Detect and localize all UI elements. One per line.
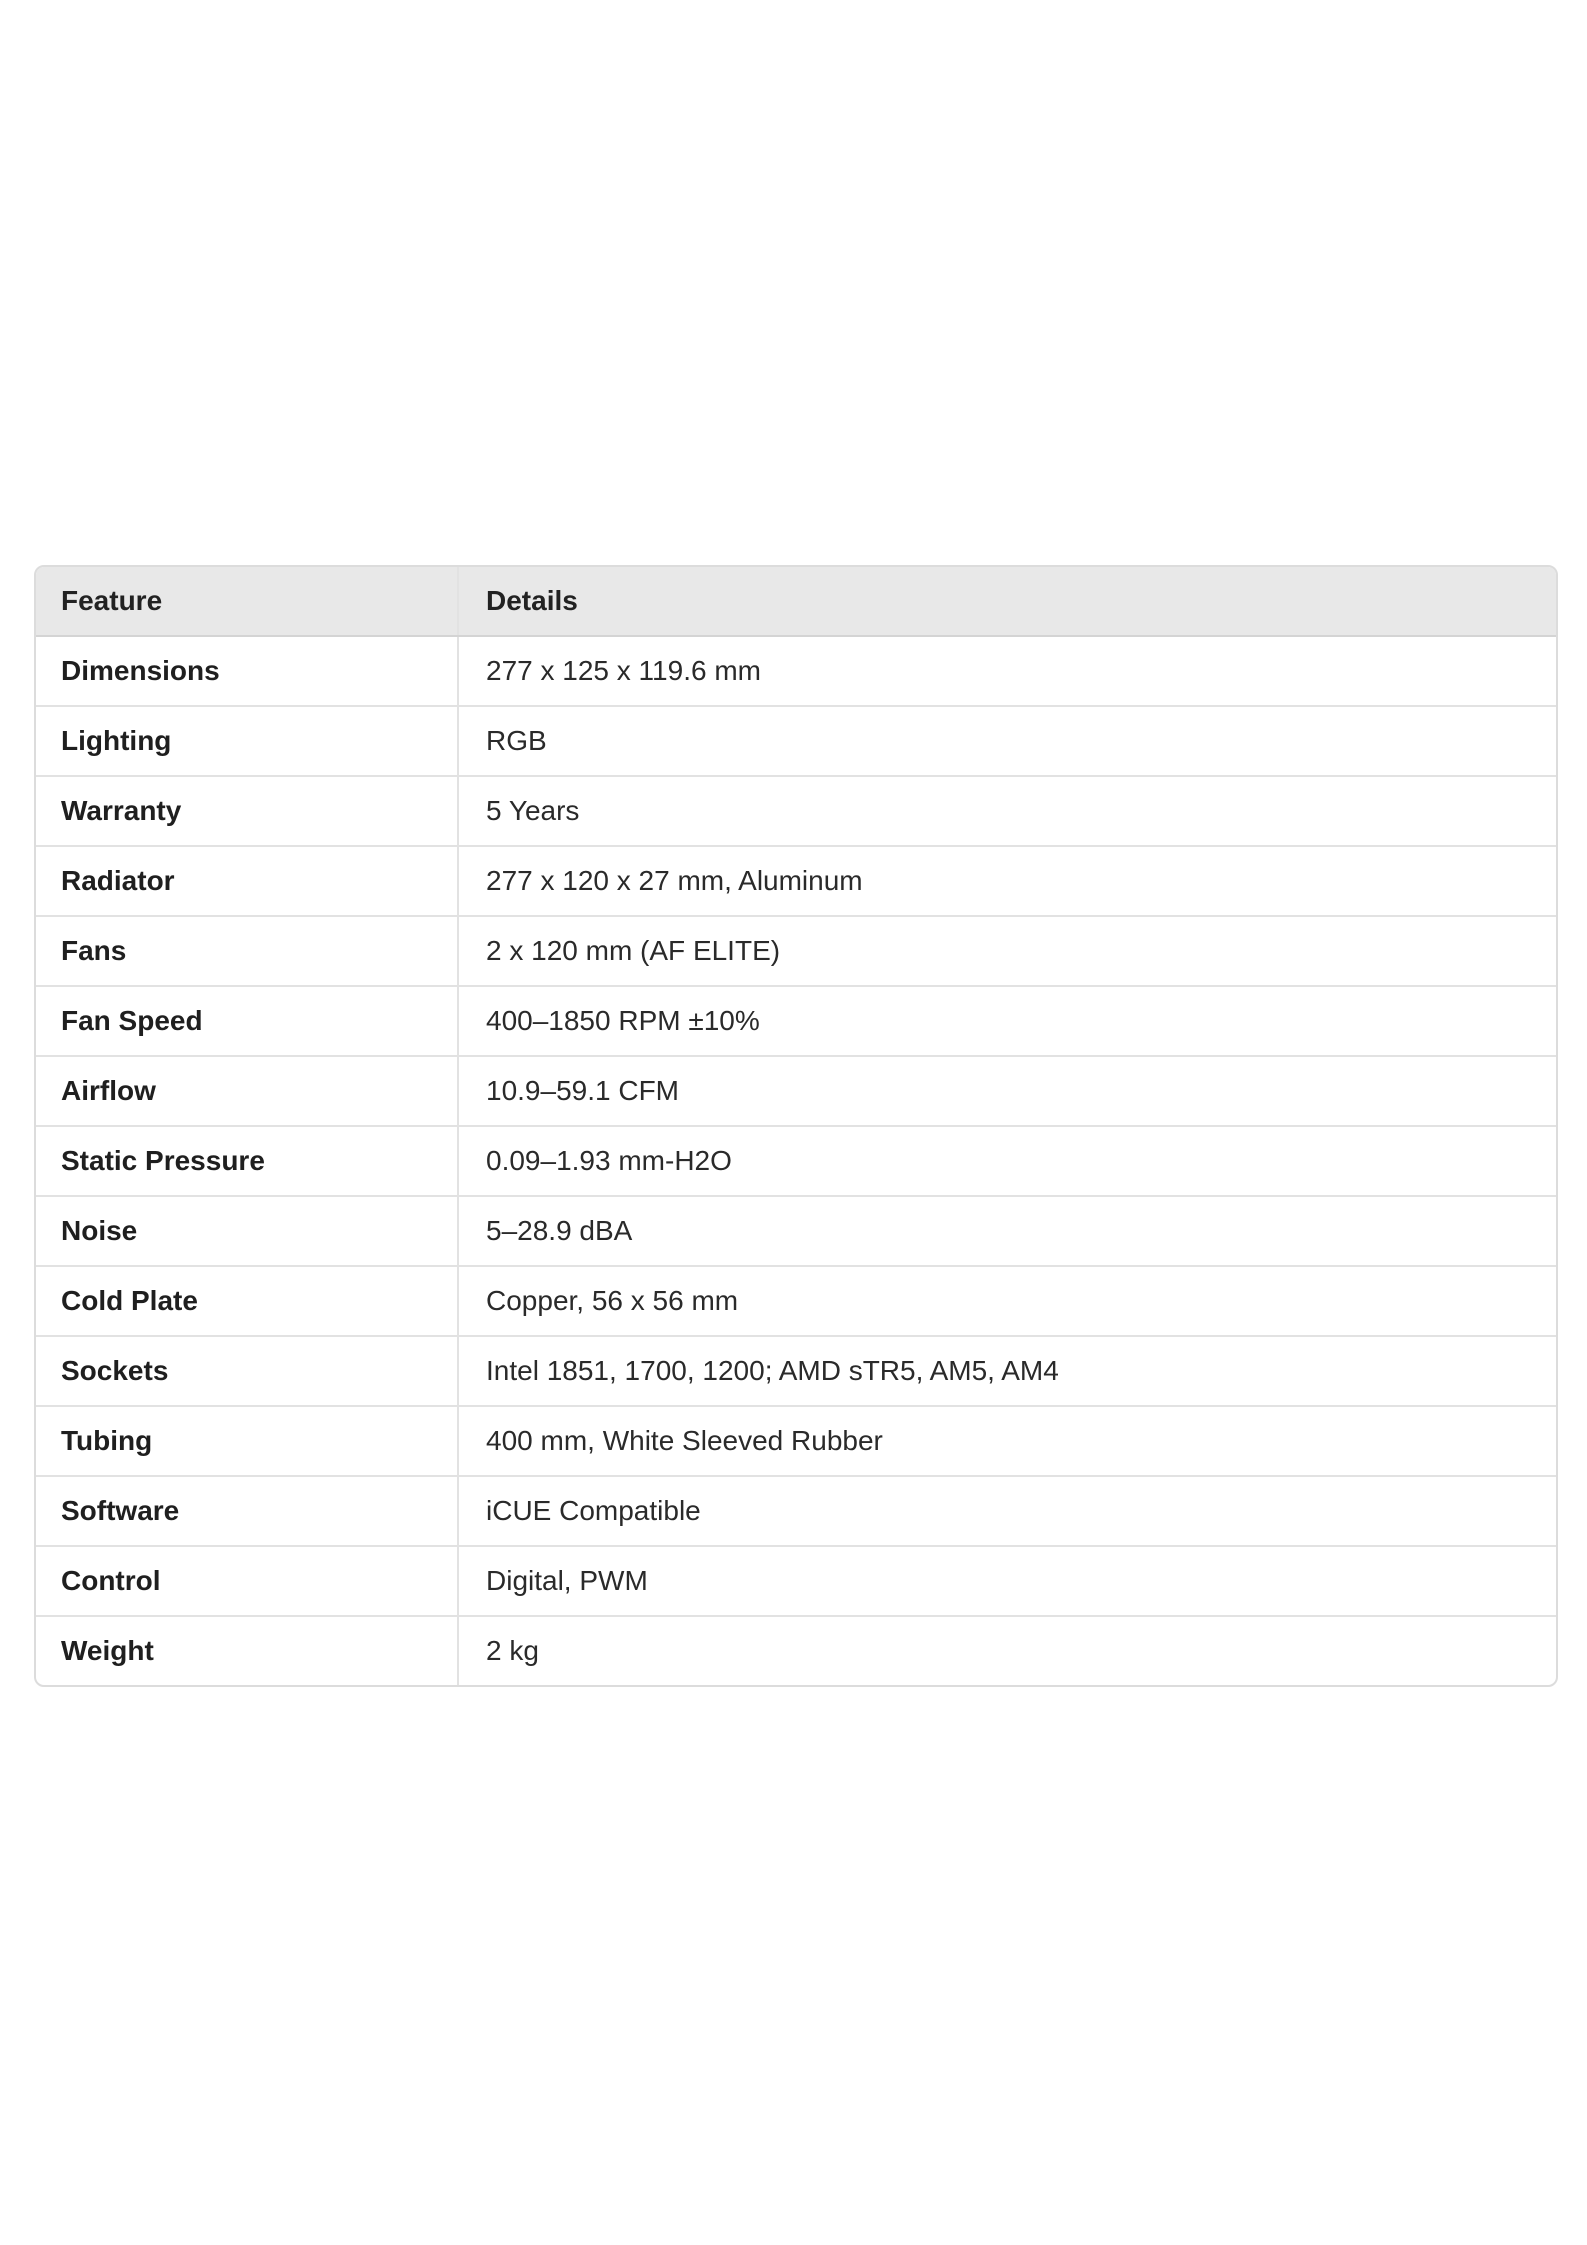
table-row (36, 706, 1556, 776)
feature-cell: Warranty (36, 776, 458, 846)
feature-cell: Radiator (36, 846, 458, 916)
details-cell: Copper, 56 x 56 mm (458, 1266, 1556, 1336)
details-cell: 2 kg (486, 1635, 539, 1666)
spec-table (36, 567, 1556, 1685)
table-row (36, 1616, 1556, 1685)
details-cell: 400–1850 RPM ±10% (458, 986, 1556, 1056)
feature-cell: Cold Plate (36, 1266, 458, 1336)
feature-cell: Tubing (36, 1406, 458, 1476)
table-row (36, 1126, 1556, 1196)
spec-table-body (36, 636, 1556, 1685)
details-column-header: Details (458, 567, 1556, 636)
feature-cell: Noise (36, 1196, 458, 1266)
feature-cell: Dimensions (36, 636, 458, 706)
details-cell: 277 x 125 x 119.6 mm (458, 636, 1556, 706)
feature-cell: Lighting (36, 706, 458, 776)
table-row (36, 1476, 1556, 1546)
details-cell: 5 Years (458, 776, 1556, 846)
table-row (36, 1546, 1556, 1616)
details-cell: 277 x 120 x 27 mm, Aluminum (458, 846, 1556, 916)
details-cell: Digital, PWM (458, 1546, 1556, 1616)
feature-cell: Software (36, 1476, 458, 1546)
feature-cell: Control (36, 1546, 458, 1616)
feature-cell: Weight (36, 1616, 458, 1685)
table-row (36, 776, 1556, 846)
feature-cell: Airflow (36, 1056, 458, 1126)
details-cell: Intel 1851, 1700, 1200; AMD sTR5, AM5, AM4 (458, 1336, 1556, 1406)
spec-table-header (36, 567, 1556, 636)
details-cell: 10.9–59.1 CFM (458, 1056, 1556, 1126)
feature-cell: Static Pressure (36, 1126, 458, 1196)
feature-cell: Fans (36, 916, 458, 986)
table-row (36, 1336, 1556, 1406)
details-cell: 400 mm, White Sleeved Rubber (458, 1406, 1556, 1476)
table-row (36, 846, 1556, 916)
feature-column-header: Feature (36, 567, 458, 636)
header-row (36, 567, 1556, 636)
table-row (36, 636, 1556, 706)
table-row (36, 1266, 1556, 1336)
table-row (36, 1406, 1556, 1476)
feature-cell: Sockets (36, 1336, 458, 1406)
table-row (36, 1196, 1556, 1266)
details-cell: iCUE Compatible (458, 1476, 1556, 1546)
table-row (36, 916, 1556, 986)
details-cell: RGB (458, 706, 1556, 776)
spec-table-container (34, 565, 1558, 1687)
details-cell: 5–28.9 dBA (458, 1196, 1556, 1266)
table-row (36, 1056, 1556, 1126)
details-cell: 0.09–1.93 mm-H2O (458, 1126, 1556, 1196)
table-row (36, 986, 1556, 1056)
feature-cell: Fan Speed (36, 986, 458, 1056)
details-cell: 2 x 120 mm (AF ELITE) (458, 916, 1556, 986)
